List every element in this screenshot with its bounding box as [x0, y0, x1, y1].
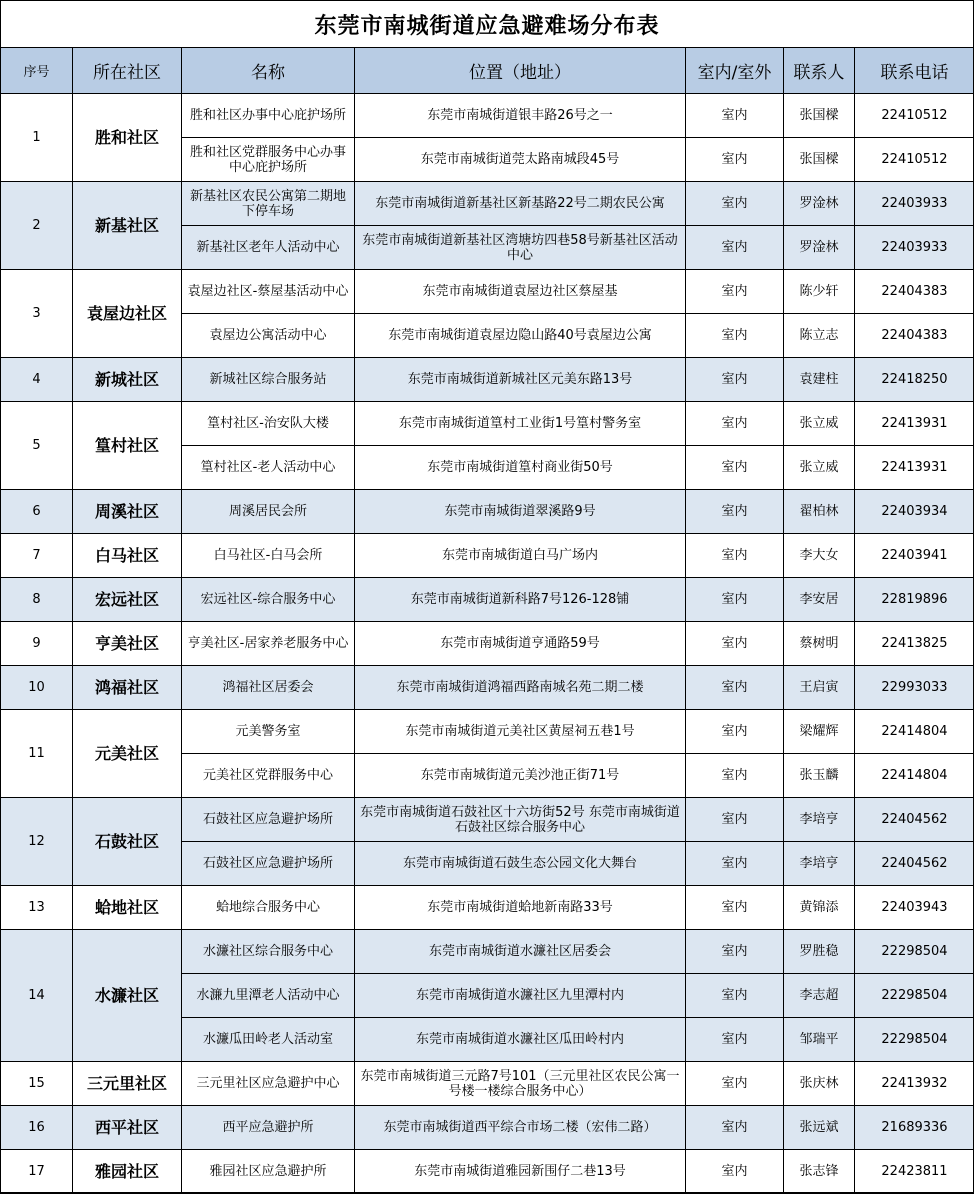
type-cell: 室内: [686, 798, 784, 842]
name-cell: 水濂瓜田岭老人活动室: [182, 1018, 355, 1062]
phone-cell: 22298504: [855, 1018, 974, 1062]
phone-cell: 22413931: [855, 446, 974, 490]
seq-cell: 4: [1, 358, 73, 402]
contact-cell: 黄锦添: [784, 886, 855, 930]
header-address: 位置（地址）: [355, 48, 686, 94]
contact-cell: 张庆林: [784, 1062, 855, 1106]
phone-cell: 22410512: [855, 94, 974, 138]
contact-cell: 张立威: [784, 446, 855, 490]
seq-cell: 12: [1, 798, 73, 886]
header-phone: 联系电话: [855, 48, 974, 94]
page-title: 东莞市南城街道应急避难场分布表: [0, 0, 974, 47]
contact-cell: 罗淦林: [784, 226, 855, 270]
name-cell: 三元里社区应急避护中心: [182, 1062, 355, 1106]
address-cell: 东莞市南城街道银丰路26号之一: [355, 94, 686, 138]
address-cell: 东莞市南城街道新基社区湾塘坊四巷58号新基社区活动中心: [355, 226, 686, 270]
contact-cell: 张国樑: [784, 94, 855, 138]
phone-cell: 22404562: [855, 842, 974, 886]
table-row: [1, 930, 974, 974]
type-cell: 室内: [686, 886, 784, 930]
address-cell: 东莞市南城街道新城社区元美东路13号: [355, 358, 686, 402]
address-cell: 东莞市南城街道三元路7号101（三元里社区农民公寓一号楼一楼综合服务中心）: [355, 1062, 686, 1106]
table-body: [1, 94, 974, 1194]
address-cell: 东莞市南城街道蛤地新南路33号: [355, 886, 686, 930]
phone-cell: 22403943: [855, 886, 974, 930]
name-cell: 宏远社区-综合服务中心: [182, 578, 355, 622]
seq-cell: 14: [1, 930, 73, 1062]
type-cell: 室内: [686, 754, 784, 798]
type-cell: 室内: [686, 138, 784, 182]
contact-cell: 李培亨: [784, 842, 855, 886]
contact-cell: 袁建柱: [784, 358, 855, 402]
community-cell: 鸿福社区: [73, 666, 182, 710]
phone-cell: 22404383: [855, 314, 974, 358]
type-cell: 室内: [686, 842, 784, 886]
name-cell: 新城社区综合服务站: [182, 358, 355, 402]
seq-cell: 13: [1, 886, 73, 930]
type-cell: 室内: [686, 1150, 784, 1194]
phone-cell: 22410512: [855, 138, 974, 182]
type-cell: 室内: [686, 622, 784, 666]
type-cell: 室内: [686, 490, 784, 534]
phone-cell: 22819896: [855, 578, 974, 622]
contact-cell: 李大女: [784, 534, 855, 578]
address-cell: 东莞市南城街道雅园新围仔二巷13号: [355, 1150, 686, 1194]
table-row: [1, 578, 974, 622]
table-row: [1, 534, 974, 578]
header-seq: 序号: [1, 48, 73, 94]
seq-cell: 9: [1, 622, 73, 666]
name-cell: 白马社区-白马会所: [182, 534, 355, 578]
type-cell: 室内: [686, 578, 784, 622]
address-cell: 东莞市南城街道水濂社区九里潭村内: [355, 974, 686, 1018]
phone-cell: 22404383: [855, 270, 974, 314]
community-cell: 篁村社区: [73, 402, 182, 490]
address-cell: 东莞市南城街道袁屋边隐山路40号袁屋边公寓: [355, 314, 686, 358]
table-row: [1, 270, 974, 314]
phone-cell: 22298504: [855, 930, 974, 974]
contact-cell: 李培亨: [784, 798, 855, 842]
phone-cell: 22993033: [855, 666, 974, 710]
address-cell: 东莞市南城街道篁村工业街1号篁村警务室: [355, 402, 686, 446]
seq-cell: 2: [1, 182, 73, 270]
header-community: 所在社区: [73, 48, 182, 94]
seq-cell: 8: [1, 578, 73, 622]
community-cell: 亨美社区: [73, 622, 182, 666]
phone-cell: 22414804: [855, 754, 974, 798]
contact-cell: 罗淦林: [784, 182, 855, 226]
type-cell: 室内: [686, 358, 784, 402]
name-cell: 石鼓社区应急避护场所: [182, 798, 355, 842]
name-cell: 新基社区老年人活动中心: [182, 226, 355, 270]
seq-cell: 17: [1, 1150, 73, 1194]
community-cell: 新基社区: [73, 182, 182, 270]
type-cell: 室内: [686, 710, 784, 754]
type-cell: 室内: [686, 974, 784, 1018]
type-cell: 室内: [686, 534, 784, 578]
phone-cell: 22413825: [855, 622, 974, 666]
seq-cell: 16: [1, 1106, 73, 1150]
type-cell: 室内: [686, 94, 784, 138]
table-row: [1, 1106, 974, 1150]
name-cell: 篁村社区-老人活动中心: [182, 446, 355, 490]
name-cell: 石鼓社区应急避护场所: [182, 842, 355, 886]
type-cell: 室内: [686, 226, 784, 270]
community-cell: 胜和社区: [73, 94, 182, 182]
address-cell: 东莞市南城街道西平综合市场二楼（宏伟二路）: [355, 1106, 686, 1150]
community-cell: 元美社区: [73, 710, 182, 798]
name-cell: 亨美社区-居家养老服务中心: [182, 622, 355, 666]
contact-cell: 陈立志: [784, 314, 855, 358]
contact-cell: 陈少轩: [784, 270, 855, 314]
name-cell: 胜和社区办事中心庇护场所: [182, 94, 355, 138]
address-cell: 东莞市南城街道新基社区新基路22号二期农民公寓: [355, 182, 686, 226]
contact-cell: 王启寅: [784, 666, 855, 710]
phone-cell: 22298504: [855, 974, 974, 1018]
seq-cell: 6: [1, 490, 73, 534]
address-cell: 东莞市南城街道元美沙池正街71号: [355, 754, 686, 798]
phone-cell: 22403941: [855, 534, 974, 578]
name-cell: 鸿福社区居委会: [182, 666, 355, 710]
contact-cell: 张立威: [784, 402, 855, 446]
community-cell: 白马社区: [73, 534, 182, 578]
community-cell: 西平社区: [73, 1106, 182, 1150]
phone-cell: 22423811: [855, 1150, 974, 1194]
contact-cell: 张远斌: [784, 1106, 855, 1150]
phone-cell: 22418250: [855, 358, 974, 402]
phone-cell: 22403934: [855, 490, 974, 534]
name-cell: 水濂社区综合服务中心: [182, 930, 355, 974]
name-cell: 元美社区党群服务中心: [182, 754, 355, 798]
address-cell: 东莞市南城街道鸿福西路南城名苑二期二楼: [355, 666, 686, 710]
address-cell: 东莞市南城街道亨通路59号: [355, 622, 686, 666]
header-name: 名称: [182, 48, 355, 94]
type-cell: 室内: [686, 930, 784, 974]
type-cell: 室内: [686, 1106, 784, 1150]
name-cell: 袁屋边公寓活动中心: [182, 314, 355, 358]
name-cell: 元美警务室: [182, 710, 355, 754]
address-cell: 东莞市南城街道莞太路南城段45号: [355, 138, 686, 182]
type-cell: 室内: [686, 446, 784, 490]
name-cell: 袁屋边社区-蔡屋基活动中心: [182, 270, 355, 314]
address-cell: 东莞市南城街道白马广场内: [355, 534, 686, 578]
community-cell: 蛤地社区: [73, 886, 182, 930]
contact-cell: 蔡树明: [784, 622, 855, 666]
table-row: [1, 666, 974, 710]
address-cell: 东莞市南城街道水濂社区瓜田岭村内: [355, 1018, 686, 1062]
type-cell: 室内: [686, 402, 784, 446]
header-row: [1, 48, 974, 94]
table-row: [1, 1150, 974, 1194]
seq-cell: 7: [1, 534, 73, 578]
community-cell: 袁屋边社区: [73, 270, 182, 358]
table-row: [1, 94, 974, 138]
contact-cell: 翟柏林: [784, 490, 855, 534]
phone-cell: 22404562: [855, 798, 974, 842]
phone-cell: 22403933: [855, 226, 974, 270]
type-cell: 室内: [686, 1018, 784, 1062]
table-row: [1, 622, 974, 666]
community-cell: 周溪社区: [73, 490, 182, 534]
table-row: [1, 182, 974, 226]
seq-cell: 10: [1, 666, 73, 710]
phone-cell: 22414804: [855, 710, 974, 754]
table-row: [1, 358, 974, 402]
community-cell: 宏远社区: [73, 578, 182, 622]
contact-cell: 李安居: [784, 578, 855, 622]
type-cell: 室内: [686, 1062, 784, 1106]
contact-cell: 罗胜稳: [784, 930, 855, 974]
address-cell: 东莞市南城街道篁村商业街50号: [355, 446, 686, 490]
name-cell: 胜和社区党群服务中心办事中心庇护场所: [182, 138, 355, 182]
contact-cell: 张志锋: [784, 1150, 855, 1194]
address-cell: 东莞市南城街道元美社区黄屋祠五巷1号: [355, 710, 686, 754]
phone-cell: 21689336: [855, 1106, 974, 1150]
name-cell: 新基社区农民公寓第二期地下停车场: [182, 182, 355, 226]
address-cell: 东莞市南城街道新科路7号126-128铺: [355, 578, 686, 622]
phone-cell: 22413931: [855, 402, 974, 446]
header-contact: 联系人: [784, 48, 855, 94]
table-row: [1, 798, 974, 842]
name-cell: 篁村社区-治安队大楼: [182, 402, 355, 446]
seq-cell: 11: [1, 710, 73, 798]
table-row: [1, 1062, 974, 1106]
phone-cell: 22413932: [855, 1062, 974, 1106]
shelter-table: [0, 47, 974, 1194]
header-type: 室内/室外: [686, 48, 784, 94]
type-cell: 室内: [686, 270, 784, 314]
address-cell: 东莞市南城街道袁屋边社区蔡屋基: [355, 270, 686, 314]
contact-cell: 邹瑞平: [784, 1018, 855, 1062]
contact-cell: 张国樑: [784, 138, 855, 182]
name-cell: 蛤地综合服务中心: [182, 886, 355, 930]
table-row: [1, 490, 974, 534]
table-row: [1, 402, 974, 446]
contact-cell: 李志超: [784, 974, 855, 1018]
contact-cell: 张玉麟: [784, 754, 855, 798]
name-cell: 西平应急避护所: [182, 1106, 355, 1150]
seq-cell: 15: [1, 1062, 73, 1106]
type-cell: 室内: [686, 314, 784, 358]
community-cell: 水濂社区: [73, 930, 182, 1062]
community-cell: 三元里社区: [73, 1062, 182, 1106]
name-cell: 周溪居民会所: [182, 490, 355, 534]
phone-cell: 22403933: [855, 182, 974, 226]
seq-cell: 1: [1, 94, 73, 182]
table-row: [1, 710, 974, 754]
name-cell: 水濂九里潭老人活动中心: [182, 974, 355, 1018]
table-row: [1, 886, 974, 930]
type-cell: 室内: [686, 182, 784, 226]
seq-cell: 3: [1, 270, 73, 358]
address-cell: 东莞市南城街道石鼓生态公园文化大舞台: [355, 842, 686, 886]
address-cell: 东莞市南城街道翠溪路9号: [355, 490, 686, 534]
contact-cell: 梁耀辉: [784, 710, 855, 754]
address-cell: 东莞市南城街道石鼓社区十六坊街52号 东莞市南城街道石鼓社区综合服务中心: [355, 798, 686, 842]
address-cell: 东莞市南城街道水濂社区居委会: [355, 930, 686, 974]
community-cell: 新城社区: [73, 358, 182, 402]
community-cell: 雅园社区: [73, 1150, 182, 1194]
type-cell: 室内: [686, 666, 784, 710]
seq-cell: 5: [1, 402, 73, 490]
community-cell: 石鼓社区: [73, 798, 182, 886]
name-cell: 雅园社区应急避护所: [182, 1150, 355, 1194]
